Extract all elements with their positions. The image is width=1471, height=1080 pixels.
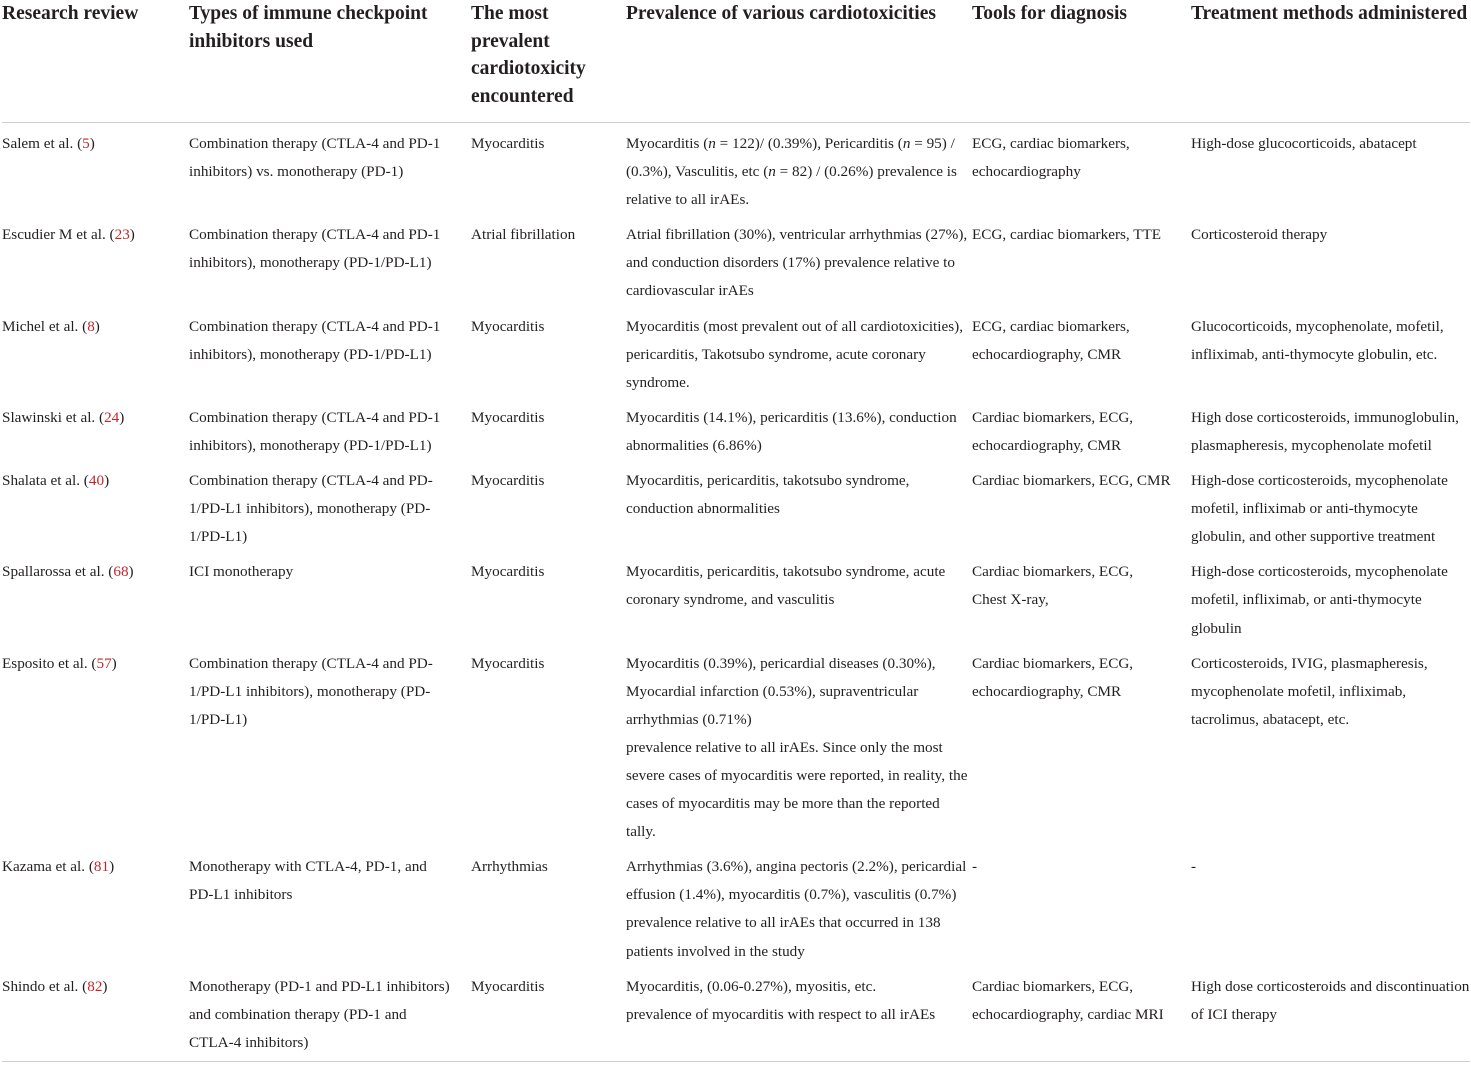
reference-link[interactable]: 40 <box>88 472 105 490</box>
table-body <box>2 123 1470 1062</box>
cell-checkpoint-types: Monotherapy with CTLA-4, PD-1, and PD-L1 inhibitors <box>189 858 427 904</box>
cell-checkpoint-types: Monotherapy (PD-1 and PD-L1 inhibitors) and combination therapy (PD-1 and CTLA-4 inhibitors) <box>189 966 471 1062</box>
cell-prevalence: Myocarditis (14.1%), pericarditis (13.6%), conduction abnormalities (6.86%) <box>626 408 957 454</box>
prevalence-text: = 95) / (0.3%), Vasculitis, etc ( <box>626 135 955 181</box>
table-row <box>2 551 1470 642</box>
header-prevalence: Prevalence of various cardiotoxicities <box>626 0 972 123</box>
cell-most-prevalent: Arrhythmias <box>471 858 548 876</box>
author-close: ) <box>109 858 115 876</box>
author-text: Slawinski et al. ( <box>2 408 105 426</box>
cell-most-prevalent: Myocarditis <box>471 472 545 490</box>
reference-link[interactable]: 23 <box>114 226 130 244</box>
cell-checkpoint-types: ICI monotherapy <box>189 563 294 581</box>
cell-prevalence: Atrial fibrillation (30%), ventricular arrhythmias (27%), and conduction disorders (17%) prevalence relative to cardiovascular irAEs <box>626 226 968 300</box>
cell-research-review <box>2 966 189 1062</box>
cell-diagnosis-tools: ECG, cardiac biomarkers, TTE <box>972 226 1162 244</box>
cell-treatment: Corticosteroid therapy <box>1191 226 1328 244</box>
author-text: Esposito et al. ( <box>2 654 97 672</box>
cell-research-review <box>2 214 189 305</box>
cell-treatment: High dose corticosteroids and discontinuation of ICI therapy <box>1191 966 1470 1062</box>
cell-most-prevalent: Myocarditis <box>471 135 545 152</box>
cell-treatment: High dose corticosteroids, immunoglobulin, plasmapheresis, mycophenolate mofetil <box>1191 408 1459 454</box>
cell-research-review <box>2 551 189 642</box>
prevalence-note: prevalence relative to all irAEs. Since only the most severe cases of myocarditis were reported, in reality, the cases of myocarditis may be more than the reported tally. <box>626 738 968 841</box>
cell-most-prevalent: Myocarditis <box>471 408 545 426</box>
cell-prevalence <box>626 966 972 1062</box>
reference-link[interactable]: 24 <box>104 408 120 426</box>
reference-link[interactable]: 8 <box>87 317 95 335</box>
author-close: ) <box>128 563 134 581</box>
table-row <box>2 123 1470 215</box>
cell-prevalence: Myocarditis, pericarditis, takotsubo syndrome, acute coronary syndrome, and vasculitis <box>626 563 946 609</box>
author-close: ) <box>111 654 117 672</box>
prevalence-values: Arrhythmias (3.6%), angina pectoris (2.2%), pericardial effusion (1.4%), myocarditis (0.7%), vasculitis (0.7%) <box>626 858 967 904</box>
author-close: ) <box>102 977 108 995</box>
cell-treatment: High-dose corticosteroids, mycophenolate mofetil, infliximab, or anti-thymocyte globulin <box>1191 563 1448 637</box>
header-checkpoint-types: Types of immune checkpoint inhibitors used <box>189 0 471 123</box>
cell-treatment: Corticosteroids, IVIG, plasmapheresis, mycophenolate mofetil, infliximab, tacrolimus, abatacept, etc. <box>1191 654 1428 728</box>
cell-prevalence <box>626 123 972 215</box>
prevalence-text: = 82) / (0.26%) prevalence is relative to all irAEs. <box>626 163 957 209</box>
author-text: Spallarossa et al. ( <box>2 563 114 581</box>
table-row <box>2 214 1470 305</box>
table-header <box>2 0 1470 123</box>
header-research-review: Research review <box>2 0 189 123</box>
table-row <box>2 460 1470 551</box>
cell-diagnosis-tools: Cardiac biomarkers, ECG, echocardiography, cardiac MRI <box>972 966 1191 1062</box>
n-symbol: n <box>708 135 716 152</box>
cell-diagnosis-tools: Cardiac biomarkers, ECG, Chest X-ray, <box>972 563 1134 609</box>
cell-most-prevalent: Myocarditis <box>471 966 626 1062</box>
header-diagnosis-tools: Tools for diagnosis <box>972 0 1191 123</box>
cell-checkpoint-types: Combination therapy (CTLA-4 and PD-1 inhibitors), monotherapy (PD-1/PD-L1) <box>189 226 441 272</box>
header-row <box>2 0 1470 123</box>
reference-link[interactable]: 82 <box>87 977 103 995</box>
author-close: ) <box>104 472 110 490</box>
cell-checkpoint-types: Combination therapy (CTLA-4 and PD-1/PD-L1 inhibitors), monotherapy (PD-1/PD-L1) <box>189 472 433 546</box>
author-close: ) <box>89 135 95 152</box>
cell-prevalence <box>626 643 972 847</box>
cell-diagnosis-tools: ECG, cardiac biomarkers, echocardiography, CMR <box>972 317 1130 363</box>
author-text: Escudier M et al. ( <box>2 226 115 244</box>
cell-checkpoint-types: Combination therapy (CTLA-4 and PD-1 inhibitors), monotherapy (PD-1/PD-L1) <box>189 317 441 363</box>
author-text: Michel et al. ( <box>2 317 88 335</box>
cell-prevalence: Myocarditis (most prevalent out of all cardiotoxicities), pericarditis, Takotsubo syndrome, acute coronary syndrome. <box>626 317 963 391</box>
cell-most-prevalent: Myocarditis <box>471 654 545 672</box>
cell-treatment: High-dose glucocorticoids, abatacept <box>1191 135 1417 152</box>
author-close: ) <box>94 317 100 335</box>
cell-diagnosis-tools: Cardiac biomarkers, ECG, echocardiography, CMR <box>972 408 1134 454</box>
cell-prevalence: Myocarditis, pericarditis, takotsubo syndrome, conduction abnormalities <box>626 472 910 518</box>
table-row <box>2 306 1470 397</box>
cell-most-prevalent: Myocarditis <box>471 317 545 335</box>
prevalence-values: Myocarditis (0.39%), pericardial diseases (0.30%), Myocardial infarction (0.53%), supraventricular arrhythmias (0.71%) <box>626 654 936 728</box>
cell-treatment: Glucocorticoids, mycophenolate, mofetil, infliximab, anti-thymocyte globulin, etc. <box>1191 317 1444 363</box>
table-row <box>2 643 1470 847</box>
cell-treatment: High-dose corticosteroids, mycophenolate mofetil, infliximab or anti-thymocyte globulin, and other supportive treatment <box>1191 472 1448 546</box>
cell-treatment: - <box>1191 858 1197 876</box>
cell-research-review <box>2 460 189 551</box>
cell-research-review <box>2 643 189 847</box>
n-symbol: n <box>902 135 911 152</box>
table-row <box>2 966 1470 1062</box>
author-text: Shalata et al. ( <box>2 472 89 490</box>
prevalence-note: prevalence of myocarditis with respect to all irAEs <box>626 1005 936 1023</box>
cell-diagnosis-tools: Cardiac biomarkers, ECG, echocardiography, CMR <box>972 654 1134 700</box>
author-text: Kazama et al. ( <box>2 858 94 876</box>
cell-checkpoint-types: Combination therapy (CTLA-4 and PD-1/PD-L1 inhibitors), monotherapy (PD-1/PD-L1) <box>189 654 433 728</box>
reference-link[interactable]: 57 <box>96 654 112 672</box>
cell-research-review <box>2 846 189 965</box>
cell-most-prevalent: Atrial fibrillation <box>471 226 576 244</box>
cell-diagnosis-tools: - <box>972 858 978 876</box>
cell-research-review <box>2 397 189 460</box>
cell-research-review <box>2 123 189 215</box>
author-close: ) <box>119 408 125 426</box>
n-symbol: n <box>768 163 776 181</box>
reference-link[interactable]: 81 <box>93 858 110 876</box>
prevalence-values: Myocarditis, (0.06-0.27%), myositis, etc. <box>626 977 877 995</box>
cell-diagnosis-tools: Cardiac biomarkers, ECG, CMR <box>972 472 1171 490</box>
prevalence-text: Myocarditis ( <box>626 135 709 152</box>
table-row <box>2 397 1470 460</box>
cell-diagnosis-tools: ECG, cardiac biomarkers, echocardiography <box>972 135 1130 181</box>
reference-link[interactable]: 5 <box>82 135 90 152</box>
prevalence-text: = 122)/ (0.39%), Pericarditis ( <box>715 135 903 152</box>
cell-prevalence <box>626 846 972 965</box>
prevalence-note: prevalence relative to all irAEs that occurred in 138 patients involved in the study <box>626 914 941 960</box>
author-text: Salem et al. ( <box>2 135 83 152</box>
cell-most-prevalent: Myocarditis <box>471 563 545 581</box>
cell-research-review <box>2 306 189 397</box>
reference-link[interactable]: 68 <box>113 563 129 581</box>
header-most-prevalent: The most prevalent cardiotoxicity encountered <box>471 0 626 123</box>
cell-checkpoint-types: Combination therapy (CTLA-4 and PD-1 inhibitors) vs. monotherapy (PD-1) <box>189 135 441 181</box>
cell-checkpoint-types: Combination therapy (CTLA-4 and PD-1 inhibitors), monotherapy (PD-1/PD-L1) <box>189 408 441 454</box>
cardiotoxicity-table <box>2 0 1470 1062</box>
author-close: ) <box>129 226 135 244</box>
header-treatment: Treatment methods administered <box>1191 0 1470 123</box>
author-text: Shindo et al. ( <box>2 977 88 995</box>
table-row <box>2 846 1470 965</box>
